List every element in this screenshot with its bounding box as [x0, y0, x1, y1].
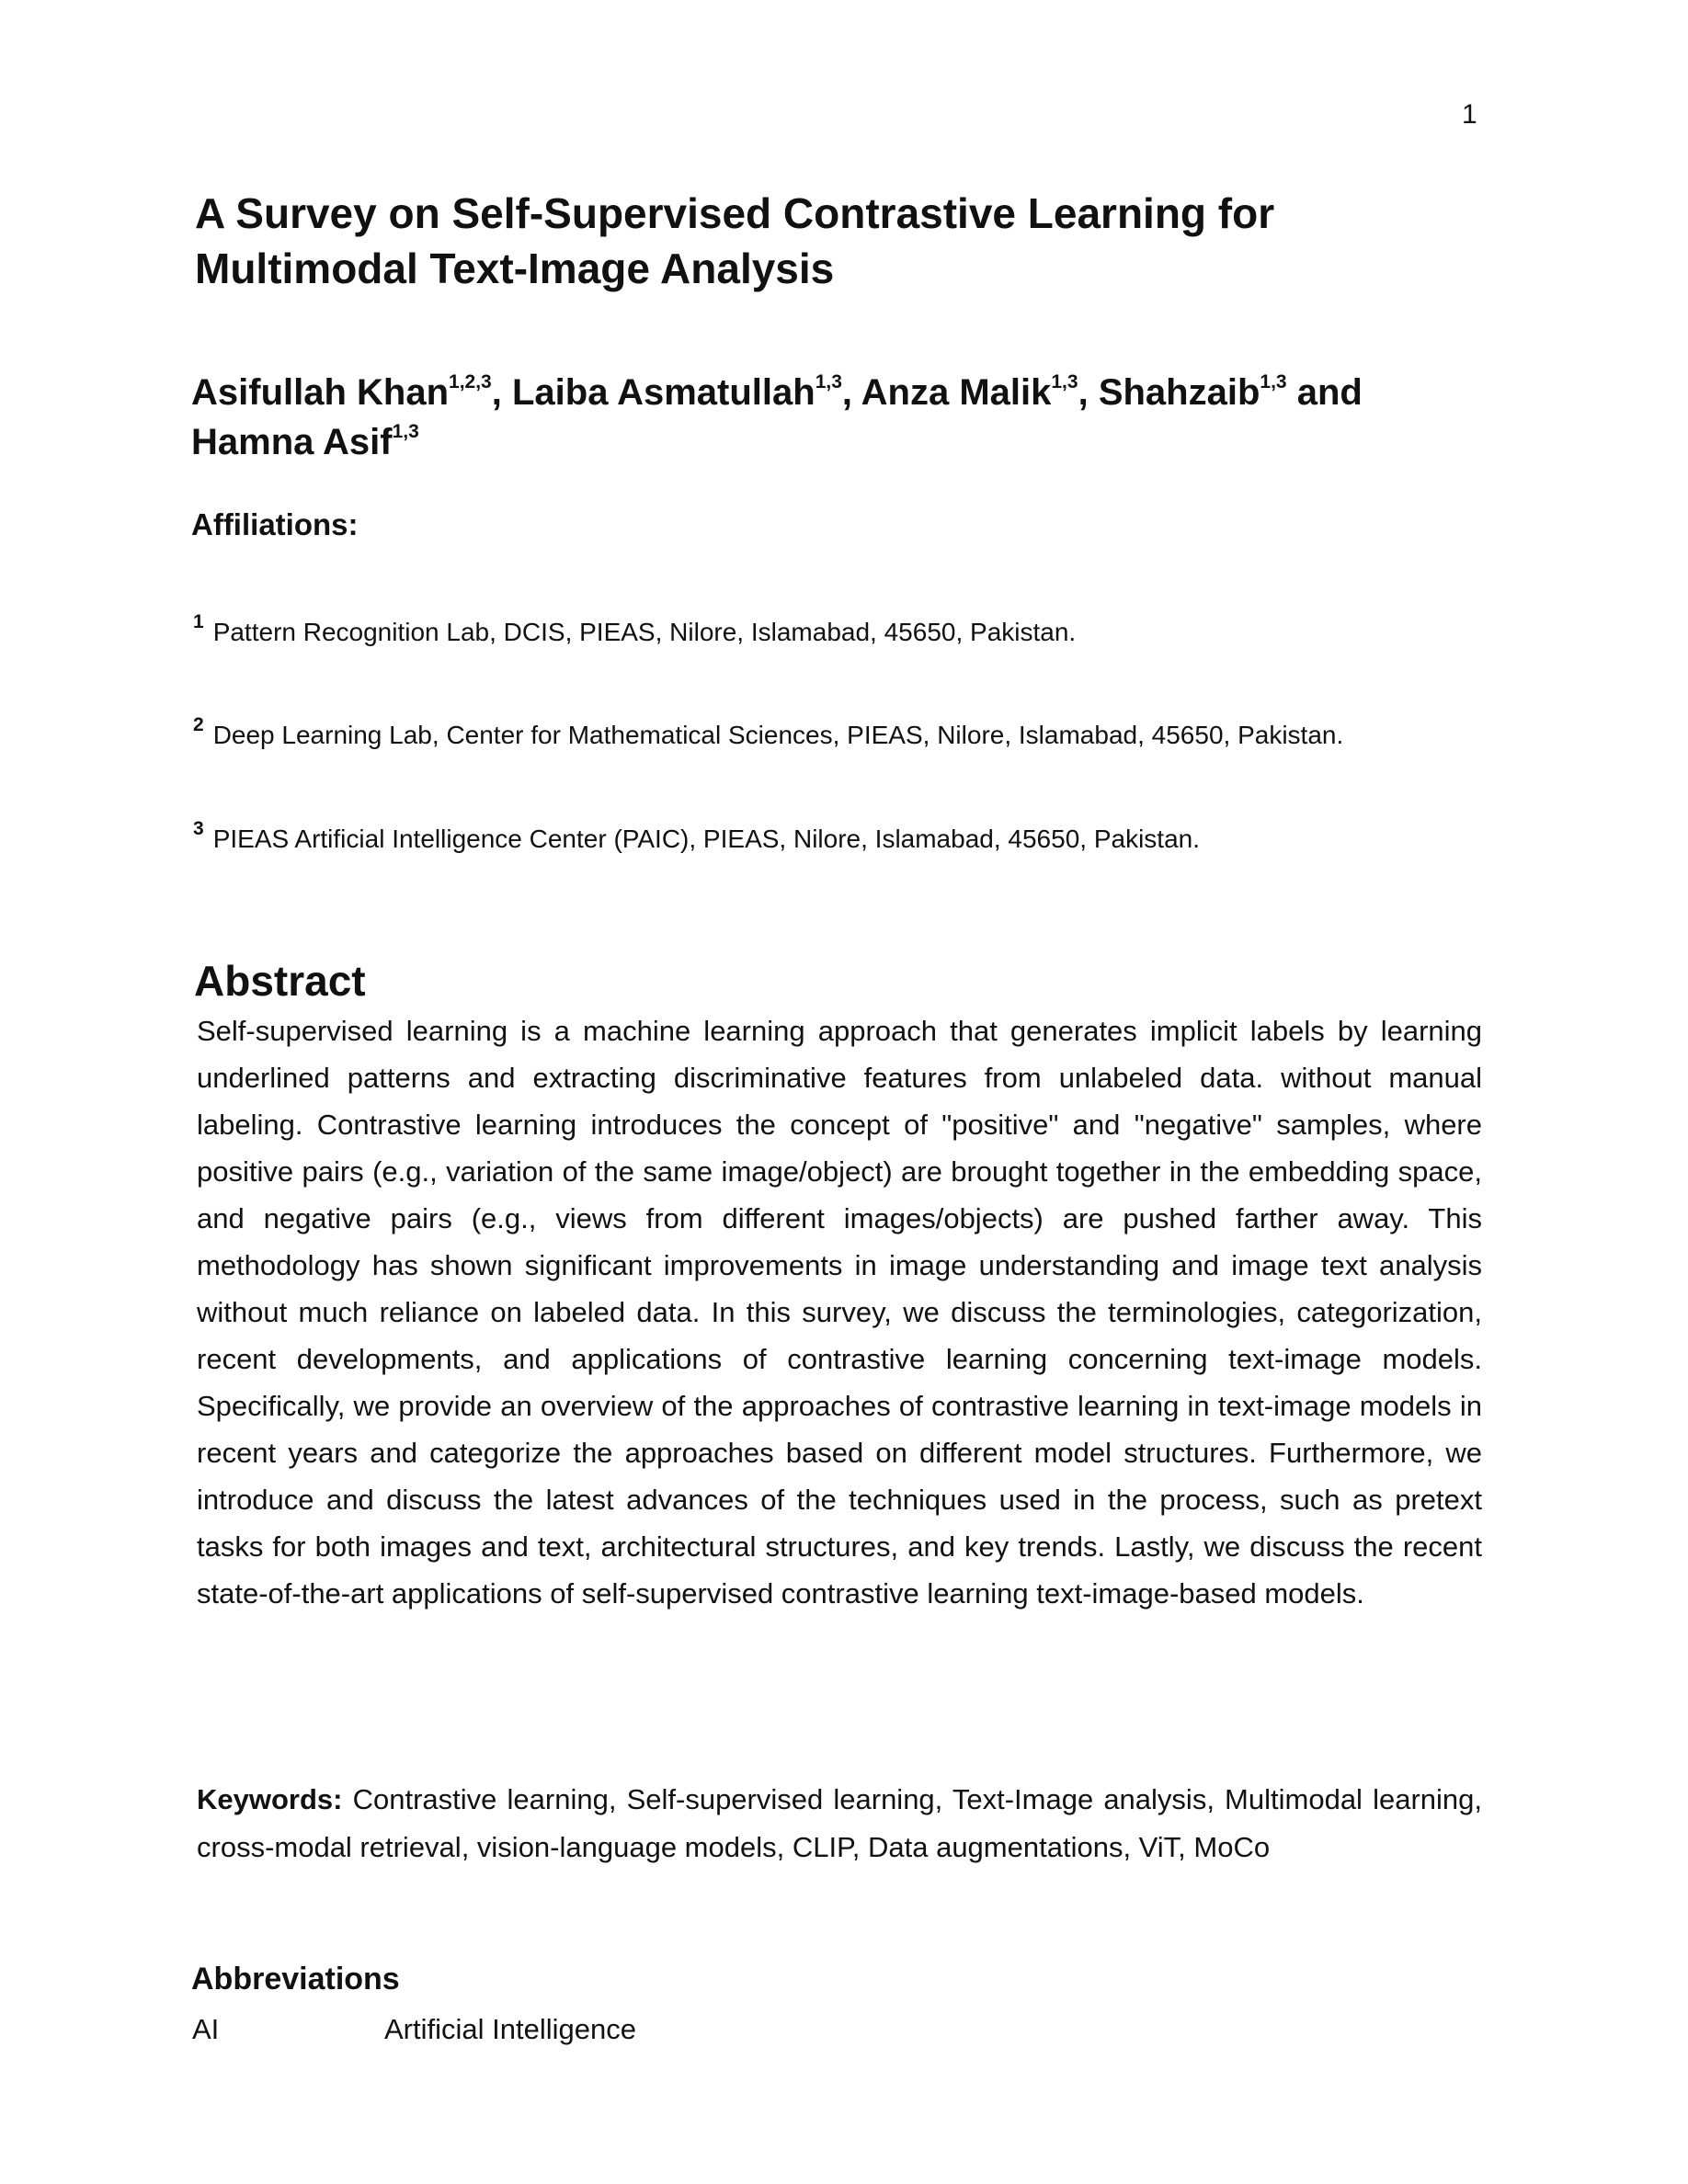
author: [191, 372, 512, 413]
affiliation-text: Pattern Recognition Lab, DCIS, PIEAS, Nilore, Islamabad, 45650, Pakistan.: [212, 618, 1077, 646]
author: [861, 372, 1099, 413]
affiliations-heading: Affiliations:: [191, 507, 359, 541]
abbreviations-heading: Abbreviations: [191, 1962, 400, 1996]
author-affiliation: 1,3: [1051, 371, 1078, 392]
affiliation-number: 2: [193, 714, 204, 735]
abstract-text: Self-supervised learning is a machine learning approach that generates implicit labels by learning underlined patterns and extracting discriminative features from unlabeled data. without manual labeling. Contrastive learning introduces the concept of "positive" and "negative" samples, where positive pairs (e.g., variation of the same image/object) are brought together in the embedding space, and negative pairs (e.g., views from different images/objects) are pushed farther away. This methodology has shown significant improvements in image understanding and image text analysis without much reliance on labeled data. In this survey, we discuss the terminologies, categorization, recent developments, and applications of contrastive learning concerning text-image models. Specifically, we provide an overview of the approaches of contrastive learning in text-image models in recent years and categorize the approaches based on different model structures. Furthermore, we introduce and discuss the latest advances of the techniques used in the process, such as pretext tasks for both images and text, architectural structures, and key trends. Lastly, we discuss the recent state-of-the-art applications of self-supervised contrastive learning text-image-based models.: [197, 1015, 1482, 1610]
author-name: Anza Malik: [861, 372, 1052, 413]
separator: and: [1286, 372, 1363, 413]
affiliation-item: [193, 611, 1077, 647]
author: [1099, 372, 1363, 413]
separator: ,: [491, 372, 512, 413]
affiliation-number: 3: [193, 818, 204, 839]
abbreviation-row: [192, 2013, 1112, 2046]
separator: ,: [1078, 372, 1099, 413]
author-affiliation: 1,3: [815, 371, 842, 392]
affiliation-item: [193, 818, 1200, 854]
affiliation-number: 1: [193, 611, 204, 632]
author-affiliation: 1,3: [392, 421, 419, 442]
author-name: Asifullah Khan: [191, 372, 450, 413]
author: [512, 372, 861, 413]
separator: ,: [841, 372, 861, 413]
author-name: Shahzaib: [1098, 372, 1260, 413]
keywords-section: [197, 1776, 1482, 1871]
keywords-text: Contrastive learning, Self-supervised learning, Text-Image analysis, Multimodal learning, cross-modal retrieval, vision-language models, CLIP, Data augmentations, ViT, MoCo: [197, 1783, 1482, 1863]
author-name: Hamna Asif: [191, 422, 393, 462]
author: [191, 422, 419, 462]
abbreviation-definition: Artificial Intelligence: [384, 2013, 636, 2045]
author-affiliation: 1,3: [1260, 371, 1287, 392]
paper-title: A Survey on Self-Supervised Contrastive Learning for Multimodal Text-Image Analysis: [195, 189, 1275, 292]
keywords-label: Keywords:: [197, 1783, 343, 1815]
affiliation-text: Deep Learning Lab, Center for Mathematical Sciences, PIEAS, Nilore, Islamabad, 45650, Pakistan.: [212, 721, 1344, 749]
page-number: 1: [1462, 99, 1477, 130]
author-list: [191, 368, 1497, 467]
abbreviation-term: AI: [192, 2013, 220, 2045]
author-name: Laiba Asmatullah: [511, 372, 815, 413]
affiliation-text: PIEAS Artificial Intelligence Center (PAIC), PIEAS, Nilore, Islamabad, 45650, Pakistan.: [212, 825, 1200, 853]
affiliation-item: [193, 714, 1344, 750]
author-affiliation: 1,2,3: [449, 371, 492, 392]
abstract-heading: Abstract: [194, 957, 366, 1005]
